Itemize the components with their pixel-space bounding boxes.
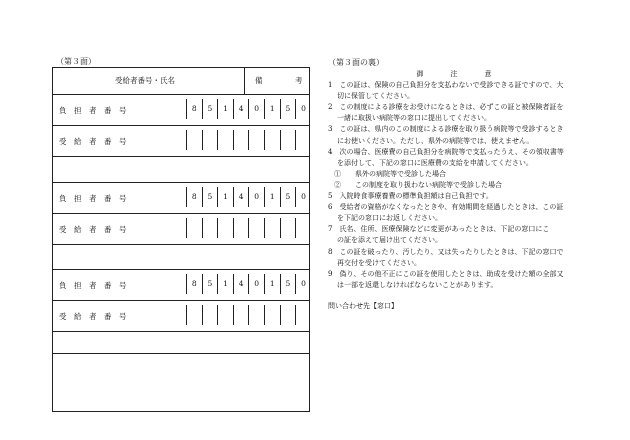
digit: 1 — [217, 187, 233, 207]
cell — [295, 305, 311, 325]
row-line — [53, 156, 309, 157]
digit: 0 — [248, 187, 264, 207]
digit: 1 — [264, 99, 280, 119]
note-item: 5 入院時食事療養費の標準負担額は自己負担です。 — [328, 192, 493, 201]
digit: 0 — [295, 99, 311, 119]
digit: 8 — [186, 274, 202, 294]
cell — [264, 218, 280, 238]
cell — [202, 130, 218, 150]
digit: 8 — [186, 99, 202, 119]
recipient-cells-1 — [186, 130, 311, 150]
header-remarks-1: 備 — [255, 76, 263, 85]
recipient-label-2: 受 給 者 番 号 — [59, 225, 127, 234]
cell — [186, 130, 202, 150]
burden-digits-3 — [186, 274, 311, 294]
note-item: 1 この証は、保険の自己負担分を支払わないで受診できる証ですので、大 切に保管してください。 — [328, 81, 564, 101]
row-line — [53, 244, 309, 245]
digit: 0 — [248, 274, 264, 294]
note-item: 9 偽り、その他不正にこの証を使用したときは、助成を受けた額の全部又 は一部を返還しなければならないことがあります。 — [328, 269, 564, 289]
recipient-number-table — [52, 67, 310, 412]
digit: 1 — [217, 274, 233, 294]
burden-digits-2 — [186, 187, 311, 207]
burden-digits-1 — [186, 99, 311, 119]
cell — [280, 130, 296, 150]
cell — [233, 305, 249, 325]
cell — [264, 130, 280, 150]
cell — [233, 218, 249, 238]
note-subitem: ① 県外の病院等で受診した場合 — [334, 169, 446, 178]
recipient-label-1: 受 給 者 番 号 — [59, 137, 127, 146]
cell — [295, 218, 311, 238]
digit: 5 — [202, 187, 218, 207]
cell — [202, 218, 218, 238]
cell — [295, 130, 311, 150]
cell — [280, 218, 296, 238]
recipient-label-3: 受 給 者 番 号 — [59, 312, 127, 321]
right-page-label: （第３面の裏） — [328, 58, 384, 67]
cell — [280, 305, 296, 325]
block-line — [53, 182, 309, 183]
header-remarks-2: 考 — [295, 76, 303, 85]
block-line — [53, 269, 309, 270]
row-line — [53, 213, 309, 214]
digit: 4 — [233, 274, 249, 294]
row-line — [53, 300, 309, 301]
row-line — [53, 331, 309, 332]
block-line — [53, 353, 309, 354]
digit: 1 — [264, 274, 280, 294]
notes-heading: 御 注 意 — [416, 70, 502, 78]
digit: 1 — [217, 99, 233, 119]
header-bottom-line — [53, 94, 309, 95]
cell — [217, 130, 233, 150]
cell — [248, 218, 264, 238]
digit: 1 — [264, 187, 280, 207]
note-subitem: ② この制度を取り扱わない病院等で受診した場合 — [334, 180, 502, 189]
cell — [264, 305, 280, 325]
digit: 5 — [280, 187, 296, 207]
digit: 5 — [280, 274, 296, 294]
header-divider — [244, 68, 245, 94]
note-item: 7 氏名、住所、医療保険などに変更があったときは、下記の窓口にこ の証を添えて届け出てください。 — [328, 225, 550, 245]
row-line — [53, 125, 309, 126]
note-item: 4 次の場合、医療費の自己負担分を病院等で支払ったうえ、その領収書等 を添付して、下記の窓口に医療費の支給を申請してください。 — [328, 147, 564, 167]
cell — [202, 305, 218, 325]
digit: 5 — [280, 99, 296, 119]
note-item: 8 この証を破ったり、汚したり、又は失ったりしたときは、下記の窓口で 再交付を受けてください。 — [328, 247, 564, 267]
cell — [248, 305, 264, 325]
cell — [186, 218, 202, 238]
cell — [217, 218, 233, 238]
recipient-cells-3 — [186, 305, 311, 325]
digit: 4 — [233, 187, 249, 207]
cell — [248, 130, 264, 150]
digit: 0 — [295, 274, 311, 294]
note-item: 2 この制度による診療をお受けになるときは、必ずこの証と被保険者証を 一緒に取扱い病院等の窓口に提出してください。 — [328, 103, 564, 123]
burden-label-1: 負 担 者 番 号 — [59, 106, 127, 115]
digit: 8 — [186, 187, 202, 207]
cell — [217, 305, 233, 325]
digit: 5 — [202, 99, 218, 119]
digit: 5 — [202, 274, 218, 294]
cell — [186, 305, 202, 325]
burden-label-3: 負 担 者 番 号 — [59, 281, 127, 290]
notes-section — [328, 69, 590, 312]
note-item: 3 この証は、県内のこの制度による診療を取り扱う病院等で受診するとき にお使いください。ただし、県外の病院等では、使えません。 — [328, 125, 564, 145]
header-name: 受給者番号・氏名 — [115, 76, 175, 85]
left-page-label: （第３面） — [56, 57, 96, 66]
contact-info: 問い合わせ先【窓口】 — [328, 301, 398, 310]
burden-label-2: 負 担 者 番 号 — [59, 194, 127, 203]
cell — [233, 130, 249, 150]
note-item: 6 受給者の資格がなくなったときや、有効期間を経過したときは、この証 を下記の窓口にお返しください。 — [328, 203, 564, 223]
digit: 0 — [248, 99, 264, 119]
digit: 0 — [295, 187, 311, 207]
digit: 4 — [233, 99, 249, 119]
recipient-cells-2 — [186, 218, 311, 238]
